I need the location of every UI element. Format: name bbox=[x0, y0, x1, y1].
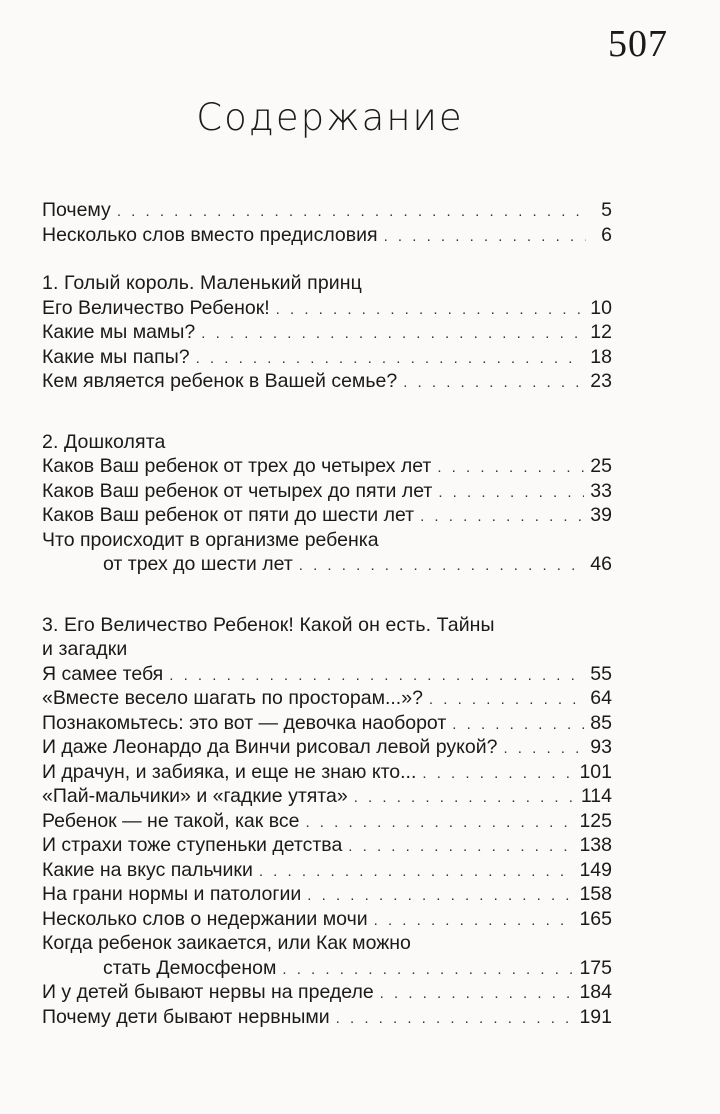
toc-entry bbox=[42, 454, 612, 479]
dot-leader bbox=[437, 456, 584, 481]
toc-entry bbox=[42, 882, 612, 907]
toc-entry bbox=[42, 369, 612, 394]
toc-entry-label: Несколько слов о недержании мочи bbox=[42, 907, 368, 930]
dot-leader bbox=[354, 786, 575, 811]
toc-entry-page: 33 bbox=[590, 479, 612, 502]
toc-entry bbox=[42, 784, 612, 809]
dot-leader bbox=[348, 835, 573, 860]
section-spacer bbox=[42, 394, 612, 430]
toc-entry-label: И у детей бывают нервы на пределе bbox=[42, 981, 374, 1003]
toc-entry-label: от трех до шести лет bbox=[103, 553, 293, 575]
section-heading: и загадки bbox=[42, 638, 128, 660]
toc-entry-page: 18 bbox=[590, 345, 612, 368]
toc-entry bbox=[42, 479, 612, 504]
toc-entry bbox=[42, 552, 612, 577]
toc-entry-page: 23 bbox=[590, 370, 612, 392]
toc-entry-page: 93 bbox=[590, 736, 612, 758]
toc-entry-page: 55 bbox=[590, 662, 612, 685]
toc-entry-page: 184 bbox=[579, 981, 612, 1003]
dot-leader bbox=[196, 347, 585, 372]
toc-entry-label: Почему bbox=[42, 199, 111, 221]
dot-leader bbox=[374, 909, 574, 934]
toc-entry-label: Какие мы папы? bbox=[42, 345, 190, 368]
toc-entry-page: 25 bbox=[590, 455, 612, 477]
toc-entry-page: 125 bbox=[579, 809, 612, 832]
toc-entry-label: Ребенок — не такой, как все bbox=[42, 809, 300, 832]
toc-entry-label: И драчун, и забияка, и еще не знаю кто... bbox=[42, 760, 417, 783]
dot-leader bbox=[305, 811, 573, 836]
toc-entry-page: 138 bbox=[579, 834, 612, 856]
dot-leader bbox=[201, 322, 584, 347]
toc-entry-label: Его Величество Ребенок! bbox=[42, 296, 270, 319]
dot-leader bbox=[422, 762, 573, 787]
toc-entry bbox=[42, 735, 612, 760]
toc-entry-label: Каков Ваш ребенок от пяти до шести лет bbox=[42, 504, 415, 526]
toc-entry bbox=[42, 223, 612, 248]
toc-entry-page: 6 bbox=[601, 223, 612, 246]
dot-leader bbox=[336, 1007, 574, 1032]
dot-leader bbox=[282, 958, 573, 983]
dot-leader bbox=[438, 481, 584, 506]
toc-entry bbox=[42, 956, 612, 981]
section-heading: 1. Голый король. Маленький принц bbox=[42, 272, 362, 294]
dot-leader bbox=[117, 200, 586, 225]
dot-leader bbox=[307, 884, 573, 909]
dot-leader bbox=[384, 225, 586, 250]
toc-entry-label: стать Демосфеном bbox=[103, 956, 277, 979]
toc-entry-label: И даже Леонардо да Винчи рисовал левой рукой? bbox=[42, 736, 498, 758]
toc-entry-page: 46 bbox=[590, 553, 612, 575]
toc-entry bbox=[42, 198, 612, 223]
toc-entry-label: Почему дети бывают нервными bbox=[42, 1005, 330, 1028]
toc-entry-label: Каков Ваш ребенок от четырех до пяти лет bbox=[42, 479, 433, 502]
toc-entry bbox=[42, 1005, 612, 1030]
toc-entry-page: 5 bbox=[601, 199, 612, 221]
toc-entry-page: 64 bbox=[590, 687, 612, 709]
toc-entry bbox=[42, 858, 612, 883]
toc-entry-page: 39 bbox=[590, 504, 612, 526]
toc-entry bbox=[42, 686, 612, 711]
toc-entry-page: 149 bbox=[579, 858, 612, 881]
toc-entry-label: Познакомьтесь: это вот — девочка наоборот bbox=[42, 711, 447, 734]
toc-entry bbox=[42, 907, 612, 932]
toc-entry-label: Что происходит в организме ребенка bbox=[42, 528, 379, 551]
toc-entry-page: 165 bbox=[579, 907, 612, 930]
toc-entry-label: «Вместе весело шагать по просторам...»? bbox=[42, 687, 423, 709]
toc-entry-label: На грани нормы и патологии bbox=[42, 883, 302, 905]
page-number: 507 bbox=[608, 23, 668, 65]
toc-entry-label: Какие мы мамы? bbox=[42, 321, 196, 343]
toc-entry bbox=[42, 980, 612, 1005]
dot-leader bbox=[452, 713, 584, 738]
toc-entry-label: «Пай-мальчики» и «гадкие утята» bbox=[42, 785, 348, 807]
section-heading: 3. Его Величество Ребенок! Какой он есть. Тайны bbox=[42, 613, 495, 636]
toc-entry-page: 114 bbox=[580, 785, 612, 807]
dot-leader bbox=[429, 688, 584, 713]
toc-entry bbox=[42, 662, 612, 687]
toc-entry-label: Какие на вкус пальчики bbox=[42, 858, 253, 881]
toc-entry bbox=[42, 711, 612, 736]
toc-entry-page: 175 bbox=[579, 956, 612, 979]
toc-entry-label: Я самее тебя bbox=[42, 662, 164, 685]
toc-entry-page: 101 bbox=[579, 760, 612, 783]
toc-entry-label: Кем является ребенок в Вашей семье? bbox=[42, 370, 398, 392]
dot-leader bbox=[169, 664, 584, 689]
toc-entry-page: 85 bbox=[590, 711, 612, 734]
toc-entry-label: И страхи тоже ступеньки детства bbox=[42, 834, 343, 856]
dot-leader bbox=[276, 298, 585, 323]
toc-entry bbox=[42, 296, 612, 321]
toc-entry bbox=[42, 345, 612, 370]
dot-leader bbox=[420, 505, 584, 530]
section-spacer bbox=[42, 247, 612, 271]
toc-entry-label: Несколько слов вместо предисловия bbox=[42, 223, 378, 246]
dot-leader bbox=[299, 554, 585, 579]
toc-entry-page: 158 bbox=[579, 883, 612, 905]
toc-entry bbox=[42, 809, 612, 834]
toc-entry-page: 10 bbox=[590, 296, 612, 319]
dot-leader bbox=[380, 982, 574, 1007]
toc-entry bbox=[42, 760, 612, 785]
toc-entry-label: Каков Ваш ребенок от трех до четырех лет bbox=[42, 455, 432, 477]
dot-leader bbox=[403, 371, 584, 396]
toc-entry-label: Когда ребенок заикается, или Как можно bbox=[42, 932, 411, 954]
toc-entry bbox=[42, 503, 612, 528]
dot-leader bbox=[259, 860, 574, 885]
dot-leader bbox=[503, 737, 584, 762]
table-of-contents bbox=[42, 198, 612, 1029]
page-title: Содержание bbox=[196, 96, 464, 139]
section-spacer bbox=[42, 577, 612, 613]
toc-entry bbox=[42, 833, 612, 858]
toc-entry-page: 12 bbox=[590, 321, 612, 343]
section-heading: 2. Дошколята bbox=[42, 430, 166, 453]
toc-entry-page: 191 bbox=[579, 1005, 612, 1028]
toc-entry bbox=[42, 320, 612, 345]
